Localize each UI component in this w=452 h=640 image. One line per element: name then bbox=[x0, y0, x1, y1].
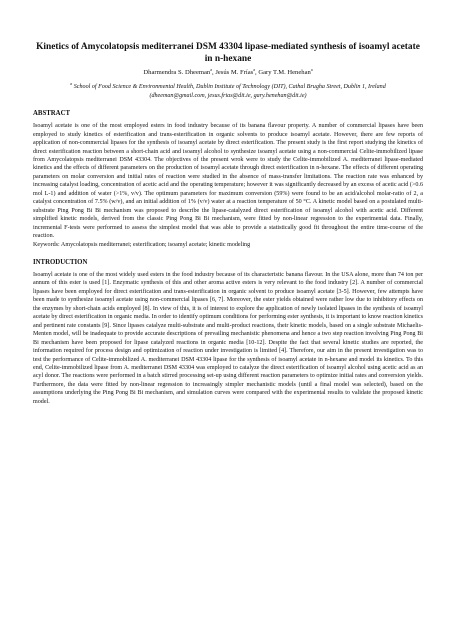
paper-title bbox=[33, 41, 423, 65]
author-3: Gary T.M. Henehan bbox=[258, 69, 311, 76]
paper-page bbox=[33, 0, 423, 406]
abstract-text: Isoamyl acetate is one of the most employed esters in food industry because of its banana flavour property. A number of commercial lipases have been employed to study kinetics of esterification and trans-esterification in organic solvents to produce isoamyl acetate. However, there are few reports of application of non-commercial lipases for the synthesis of isoamyl acetate by direct esterification. The present study is the first report studying the kinetics of direct esterification reaction between a short-chain acid and isoamyl alcohol to synthesize isoamyl acetate using a non-commercial Celite-immobilized lipase from Amycolatopsis mediterranei DSM 43304. The objectives of the present wrok were to study the Celite-immobilized A. mediterranei lipase-mediated kinetics and the effects of different parameters on the production of isoamyl acetate through direct esterification in n-hexane. The effects of different operating parameters on molar conversion and initial rates of reaction were studied in the absence of mass-transfer limitations. The reaction rate was enhanced by increasing catalyst loading, concentration of acetic acid and the operating temperature; however it was significantly decreased by an excess of acetic acid (>0.6 mol L-1) and addition of water (>1%, v/v). The optimum parameters for maximum conversion (59%) were found to be an acid/alcohol molar-ratio of 2, a catalyst concentration of 7.5% (w/v), and an initial addition of 1% (v/v) water at a reaction temperature of 50 °C. A kinetic model based on a postulated multi-substrate Ping Pong Bi Bi mechanism was proposed to describe the lipase-catalyzed direct esterification of isoamyl alcohol with acetic acid. Different simplified kinetic models, derived from the classic Ping Pong Bi Bi mechanism, were fitted by non-linear regression to the experimental data. Finally, incremental F-tests were performed to assess the simplest model that was able to provide a statistically good fit throughout the entire time-course of the reaction. bbox=[33, 123, 423, 240]
author-list: Dharmendra S. Dheeman$^a$, Jesús M. Frías$^a$, Gary T.M. Henehan$^a$ bbox=[143, 66, 313, 76]
paper-title-text: Kinetics of Amycolatopsis mediterranei DSM 43304 lipase-mediated synthesis of isoamyl acetate in n-hexane bbox=[36, 42, 420, 64]
introduction-text: Isoamyl acetate is one of the most widely used esters in the food industry because of its characteristic banana flavour. In the USA alone, more than 74 ton per annum of this ester is used [1]. Enzymatic synthesis of this and other aroma active esters is very relevant to the food industry [2]. A number of commercial lipases have been employed for direct esterification and trans-esterification in organic solvent to produce isoamyl acetate [3-5]. However, few attempts have been made to synthesize isoamyl acetate using non-commercial lipases [6, 7]. Moreover, the ester yields obtained were rather low due to inhibitory effects on the enzymes by short-chain acids employed [8]. In view of this, it is of interest to explore the application of newly isolated lipases in the synthesis of isoamyl acetate by direct esterification in organic media. In order to identify optimum conditions for performing ester synthesis, it is important to know reaction kinetics and pertinent rate constants [9]. Since lipases catalyze multi-substrate and multi-product reactions, their kinetic models, based on a single substrate Michaelis-Menten model, will be inadequate to provide accurate descriptions of prevailing mechanistic phenomena and hence a two step reaction involving Ping Pong Bi Bi mechanism have been proposed for lipase catalyzed reactions in organic media [10-12]. Despite the fact that several kinetic studies are reported, the information required for process design and optimization of reaction under investigation is limited [4]. Therefore, our aim in the present investigation was to test the performance of Celite-immobilized A. mediterranei DSM 43304 lipase for the synthesis of isoamyl acetate in n-hexane and model its kinetics. To this end, Celite-immobilized lipase from A. mediterranei DSM 43304 was employed to catalyze the direct esterification of isoamyl alcohol using acetic acid as an acyl donor. The reactions were performed in a batch stirred processing set-up using different reaction parameters to optimize initial rates and conversion yields. Furthermore, the data were fitted by non-linear regression to increasingly simpler mechanistic models (until a final model was selected), based on the assumptions underlying the Ping Pong Bi Bi mechanism, and simulation curves were compared with the experimental results to validate the proposed kinetic model. bbox=[33, 271, 423, 405]
abstract-heading: ABSTRACT bbox=[33, 110, 71, 118]
author-2: Jesús M. Frías bbox=[215, 69, 254, 76]
affiliation-mark: a bbox=[70, 80, 73, 86]
keywords: Keywords: Amycolatopsis mediterranei; esterification; isoamyl acetate; kinetic modeling bbox=[33, 241, 251, 248]
affiliation-text: School of Food Science & Environmental Health, Dublin Institute of Technology (DIT), Cathal Brugha Street, Dublin 1, Ireland (dheeman@gmail.com, jesus.frias@dit.ie, gary.henehan@dit.ie) bbox=[73, 84, 386, 99]
introduction-heading: INTRODUCTION bbox=[33, 258, 88, 266]
affiliation-mark-2: a bbox=[253, 66, 256, 72]
affiliation bbox=[33, 80, 423, 100]
affiliation-mark-1: a bbox=[210, 66, 213, 72]
affiliation-mark-3: a bbox=[310, 66, 313, 72]
author-1: Dharmendra S. Dheeman bbox=[143, 69, 211, 76]
